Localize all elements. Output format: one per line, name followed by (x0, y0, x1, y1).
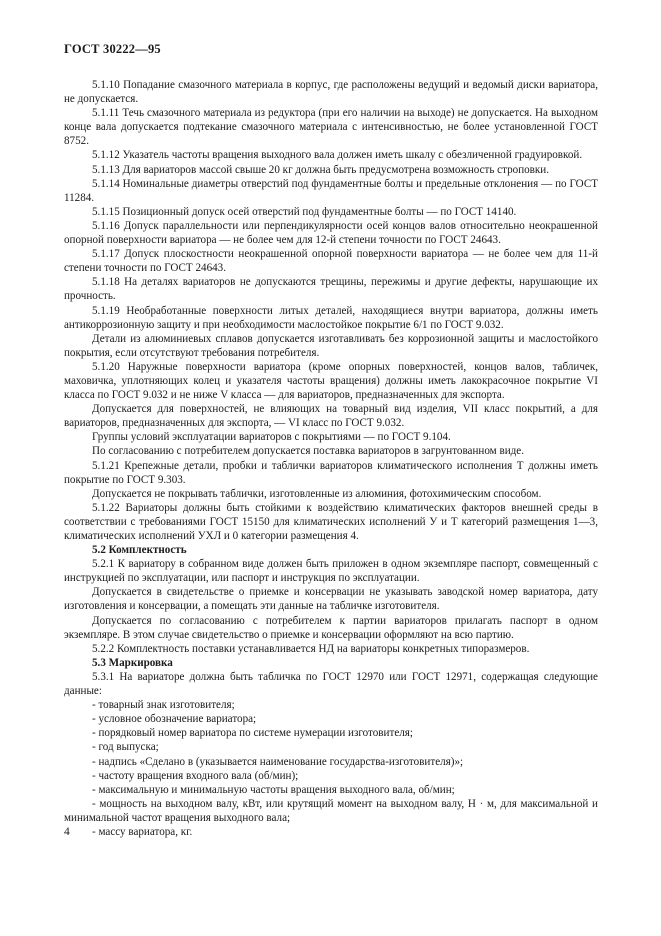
list-item: - максимальную и минимальную частоты вращения выходного вала, об/мин; (92, 783, 455, 796)
paragraph: 5.1.10 Попадание смазочного материала в корпус, где расположены ведущий и ведомый диски вариатора, не допускается. (64, 79, 598, 106)
paragraph: 5.1.11 Течь смазочного материала из редуктора (при его наличии на выходе) не допускается. На выходном конце вала допускается подтекание смазочного материала с интенсивностью, не более установленной ГОСТ 8752. (64, 107, 598, 148)
paragraph: 5.1.21 Крепежные детали, пробки и таблички вариаторов климатического исполнения Т должны иметь покрытие по ГОСТ 9.303. (64, 459, 598, 486)
list-item: - надпись «Сделано в (указывается наименование государства-изготовителя)»; (92, 755, 464, 768)
paragraph: 5.2.1 К вариатору в собранном виде должен быть приложен в одном экземпляре паспорт, совмещенный с инструкцией по эксплуатации, или паспорт и инструкция по эксплуатации. (64, 558, 598, 585)
section-heading: 5.3 Маркировка (92, 656, 173, 669)
list-item: - порядковый номер вариатора по системе нумерации изготовителя; (92, 727, 413, 740)
paragraph: По согласованию с потребителем допускается поставка вариаторов в загрунтованном виде. (92, 445, 524, 458)
paragraph: 5.1.20 Наружные поверхности вариатора (кроме опорных поверхностей, концов валов, табличек, маховичка, уплотняющих колец и указателя частоты вращения) должны иметь лакокрасочное покрытие VI класса по ГОСТ 9.032 и не ниже V класса — для вариаторов, предназначенных для экспорта. (64, 360, 598, 402)
page-number: 4 (64, 826, 70, 838)
paragraph: 5.1.12 Указатель частоты вращения выходного вала должен иметь шкалу с обезличенной градуировкой. (92, 149, 583, 162)
paragraph: Допускается в свидетельстве о приемке и консервации не указывать заводской номер вариатора, дату изготовления и консервации, а помещать эти данные на табличке изготовителя. (64, 586, 598, 613)
paragraph: 5.1.16 Допуск параллельности или перпендикулярности осей концов валов относительно неокрашенной опорной поверхности вариатора — не более чем для 12-й степени точности по ГОСТ 24643. (64, 219, 598, 247)
section-heading: 5.2 Комплектность (92, 544, 187, 557)
paragraph: 5.3.1 На вариаторе должна быть табличка по ГОСТ 12970 или ГОСТ 12971, содержащая следующие данные: (64, 670, 598, 698)
paragraph: Допускается по согласованию с потребителем к партии вариаторов прилагать паспорт в одном экземпляре. В этом случае свидетельство о приемке и консервации оформляют на всю партию. (64, 614, 598, 641)
paragraph: 5.1.17 Допуск плоскостности неокрашенной опорной поверхности вариатора — не более чем для 11-й степени точности по ГОСТ 24643. (64, 248, 598, 275)
paragraph: 5.1.14 Номинальные диаметры отверстий под фундаментные болты и предельные отклонения — по ГОСТ 11284. (64, 177, 598, 204)
paragraph: 5.1.15 Позиционный допуск осей отверстий под фундаментные болты — по ГОСТ 14140. (92, 205, 517, 218)
list-item: - год выпуска; (92, 741, 159, 754)
document-header: ГОСТ 30222—95 (64, 42, 161, 56)
paragraph: 5.1.18 На деталях вариаторов не допускаются трещины, пережимы и другие дефекты, нарушающие их прочность. (64, 276, 598, 303)
paragraph: Детали из алюминиевых сплавов допускается изготавливать без коррозионной защиты и маслостойкого покрытия, если отсутствуют требования потребителя. (64, 332, 598, 359)
list-item: - товарный знак изготовителя; (92, 699, 235, 712)
list-item: - частоту вращения входного вала (об/мин); (92, 769, 299, 782)
paragraph: 5.1.13 Для вариаторов массой свыше 20 кг должна быть предусмотрена возможность строповки. (92, 163, 550, 176)
list-item: - условное обозначение вариатора; (92, 713, 257, 726)
paragraph: Группы условий эксплуатации вариаторов с покрытиями — по ГОСТ 9.104. (92, 431, 451, 444)
paragraph: 5.1.22 Вариаторы должны быть стойкими к воздействию климатических факторов внешней среды в соответствии с требованиями ГОСТ 15150 для климатических исполнений У и Т категорий размещения 1—3, климатических исполнений УХЛ и 0 категории размещения 4. (64, 501, 598, 542)
paragraph: Допускается для поверхностей, не влияющих на товарный вид изделия, VII класс покрытий, а для вариаторов, предназначенных для экспорта, — VI класс по ГОСТ 9.032. (64, 403, 598, 430)
paragraph: Допускается не покрывать таблички, изготовленные из алюминия, фотохимическим способом. (92, 487, 542, 500)
paragraph: 5.1.19 Необработанные поверхности литых деталей, находящиеся внутри вариатора, должны иметь антикоррозионную защиту и при необходимости маслостойкое покрытие 6/1 по ГОСТ 9.032. (64, 304, 598, 331)
document-body (64, 78, 598, 839)
list-item: - массу вариатора, кг. (92, 825, 193, 838)
paragraph: 5.2.2 Комплектность поставки устанавливается НД на вариаторы конкретных типоразмеров. (92, 642, 530, 655)
paragraph: - мощность на выходном валу, кВт, или крутящий момент на выходном валу, Н · м, для максимальной и минимальной частот вращения выходного вала; (64, 797, 598, 824)
